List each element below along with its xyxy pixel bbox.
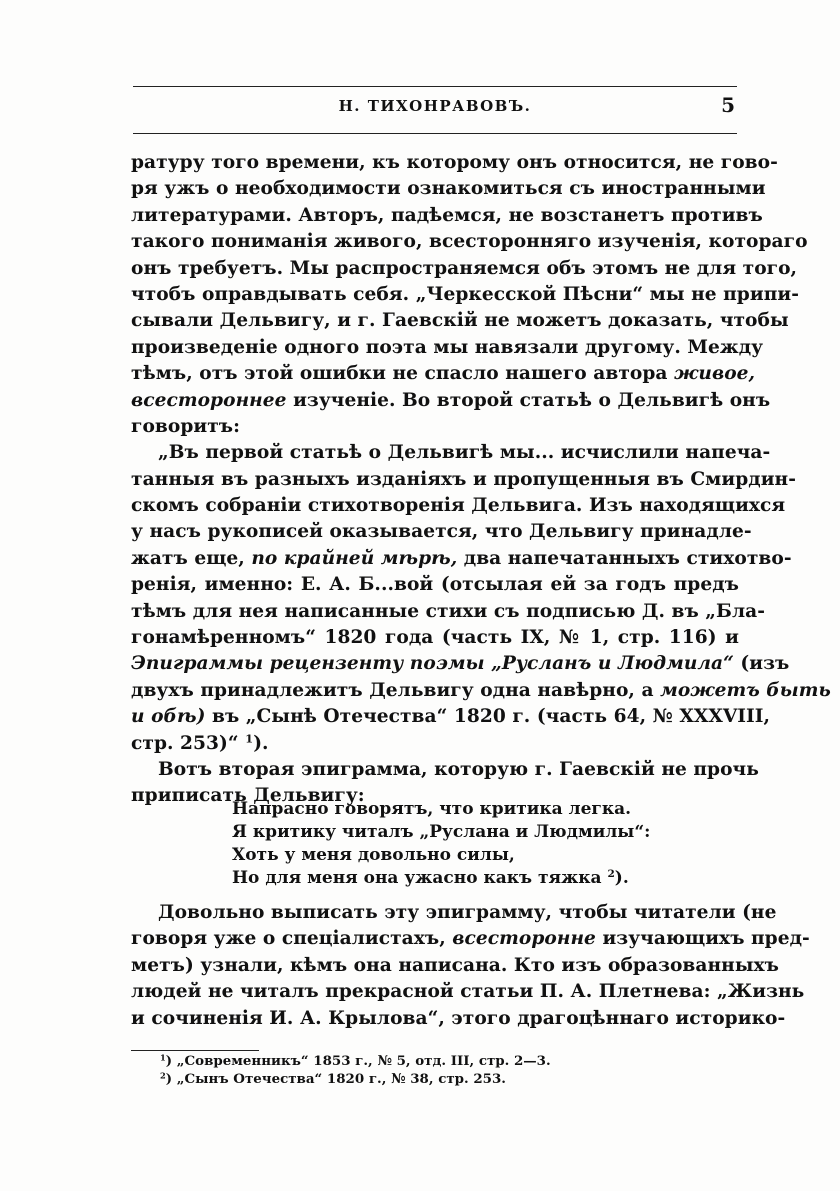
- text-segment: въ „Сынѣ Отечества“ 1820 г. (часть 64, № XXXVIII,: [205, 706, 771, 728]
- text-line: [131, 388, 771, 414]
- epigram-poem: [232, 798, 650, 890]
- text-segment: изученіе. Во второй статьѣ о Дельвигѣ онъ: [286, 389, 771, 411]
- text-line: Вотъ вторая эпиграмма, которую г. Гаевскій не прочь: [158, 758, 759, 780]
- text-line: произведеніе одного поэта мы навязали другому. Между: [131, 336, 764, 358]
- main-text-continued: [131, 900, 810, 1032]
- text-line: ря ужъ о необходимости ознакомиться съ иностранными: [131, 178, 766, 200]
- text-segment: говоря уже о спеціалистахъ,: [131, 928, 453, 950]
- text-line: говоритъ:: [131, 415, 241, 437]
- quote-line: ренія, именно: Е. А. Б...вой (отсылая ей за годъ предъ: [131, 574, 739, 596]
- poem-line: Напрасно говорятъ, что критика легка.: [232, 799, 632, 819]
- text-segment: ).: [614, 868, 629, 888]
- italic-segment: живое,: [674, 363, 756, 385]
- text-line: [131, 926, 810, 952]
- text-line: ратуру того времени, къ которому онъ относится, не гово-: [131, 152, 778, 173]
- footnotes: [160, 1052, 551, 1088]
- text-segment: стр. 253)“: [131, 732, 246, 754]
- quote-line: тѣмъ для нея написанные стихи съ подписью Д. въ „Бла-: [131, 600, 766, 622]
- text-line: метъ) узнали, кѣмъ она написана. Кто изъ образованныхъ: [131, 954, 779, 976]
- text-segment: тѣмъ, отъ этой ошибки не спасло нашего автора: [131, 363, 675, 385]
- text-segment: изучающихъ пред-: [595, 928, 810, 950]
- poem-line: Хоть у меня довольно силы,: [232, 845, 515, 865]
- text-segment: два напечатанныхъ стихотво-: [457, 547, 792, 569]
- quote-line: гонамѣренномъ“ 1820 года (часть IX, № 1, стр. 116) и: [131, 627, 739, 649]
- page-number: 5: [721, 93, 735, 117]
- quote-line: „Въ первой статьѣ о Дельвигѣ мы... исчислили напеча-: [158, 442, 771, 464]
- poem-line: [232, 867, 650, 890]
- quote-line: [131, 704, 771, 730]
- quote-line: скомъ собраніи стихотворенія Дельвига. Изъ находящихся: [131, 495, 786, 517]
- text-line: литературами. Авторъ, падѣемся, не возстанетъ противъ: [131, 204, 763, 226]
- quote-line: [131, 678, 831, 704]
- text-line: такого пониманія живого, всесторонняго изученія, котораго: [131, 231, 808, 253]
- footnote-text: ) „Сынъ Отечества“ 1820 г., № 38, стр. 253.: [165, 1071, 506, 1087]
- text-line: чтобъ оправдывать себя. „Черкесской Пѣсни“ мы не припи-: [131, 283, 799, 305]
- footnote-separator: [131, 1050, 259, 1051]
- quote-line: [131, 731, 739, 757]
- footnote-2: [160, 1070, 551, 1088]
- running-header: [133, 86, 737, 134]
- footnote-marker: 2: [160, 1070, 166, 1081]
- poem-line: Я критику читалъ „Руслана и Людмилы“:: [232, 822, 651, 842]
- text-line: онъ требуетъ. Мы распространяемся объ этомъ не для того,: [131, 257, 798, 279]
- text-line: [131, 361, 756, 387]
- quote-line: танныя въ разныхъ изданіяхъ и пропущенныя въ Смирдин-: [131, 468, 796, 490]
- italic-segment: всесторонне: [452, 928, 596, 950]
- italic-segment: и обѣ): [131, 706, 206, 728]
- footnote-text: ) „Современникъ“ 1853 г., № 5, отд. III, стр. 2—3.: [165, 1053, 551, 1069]
- italic-segment: можетъ быть: [660, 679, 831, 701]
- text-segment: ).: [253, 732, 269, 754]
- quote-line: [131, 546, 792, 572]
- footnote-ref: 2: [607, 868, 615, 881]
- text-line: приписать Дельвигу:: [131, 785, 365, 807]
- main-text: [131, 150, 831, 810]
- text-segment: жатъ еще,: [131, 547, 252, 569]
- text-segment: двухъ принадлежитъ Дельвигу одна навѣрно, а: [131, 679, 661, 701]
- text-line: Довольно выписать эту эпиграмму, чтобы читатели (не: [158, 902, 777, 923]
- footnote-ref: 1: [245, 731, 254, 746]
- running-title: Н. ТИХОНРАВОВЪ.: [338, 97, 532, 115]
- text-segment: Но для меня она ужасно какъ тяжка: [232, 868, 608, 888]
- quote-line: у насъ рукописей оказывается, что Дельвигу принадле-: [131, 521, 752, 543]
- italic-segment: по крайней мѣрѣ,: [251, 547, 458, 569]
- text-line: сывали Дельвигу, и г. Гаевскій не можетъ доказать, чтобы: [131, 310, 789, 332]
- text-segment: (изъ: [733, 653, 790, 675]
- footnote-marker: 1: [160, 1052, 166, 1063]
- text-line: и сочиненія И. А. Крылова“, этого драгоцѣннаго историко-: [131, 1007, 786, 1029]
- italic-segment: Эпиграммы рецензенту поэмы „Русланъ и Людмила“: [131, 653, 734, 675]
- italic-segment: всестороннее: [131, 389, 287, 411]
- quote-line: [131, 651, 790, 677]
- text-line: людей не читалъ прекрасной статьи П. А. Плетнева: „Жизнь: [131, 981, 805, 1003]
- footnote-1: [160, 1052, 551, 1070]
